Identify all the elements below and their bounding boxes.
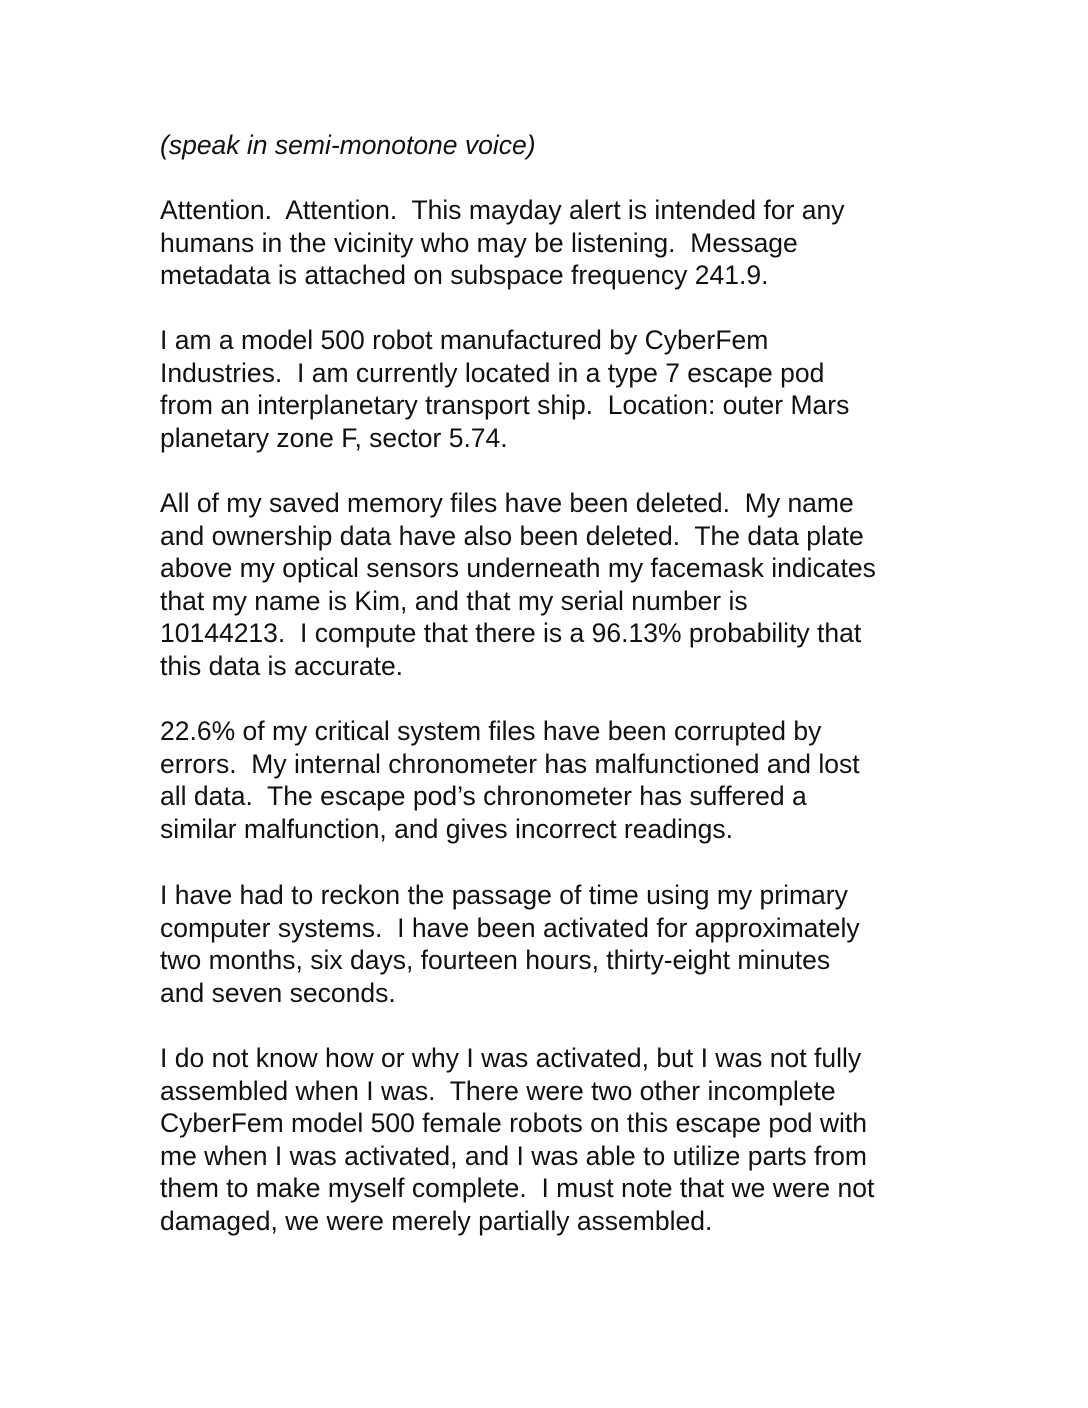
text-line: Attention. Attention. This mayday alert is intended for any xyxy=(160,195,845,225)
text-line: planetary zone F, sector 5.74. xyxy=(160,422,508,453)
text-line: above my optical sensors underneath my facemask indicates xyxy=(160,553,876,584)
text-line: similar malfunction, and gives incorrect readings. xyxy=(160,813,733,844)
text-line: I do not know how or why I was activated, but I was not fully xyxy=(160,1043,862,1073)
paragraph-3 xyxy=(160,487,876,683)
text-line: 22.6% of my critical system files have been corrupted by xyxy=(160,716,822,746)
text-line: I am a model 500 robot manufactured by CyberFem xyxy=(160,325,769,355)
text-line: 10144213. I compute that there is a 96.13% probability that xyxy=(160,618,862,649)
text-line: two months, six days, fourteen hours, thirty-eight minutes xyxy=(160,945,831,976)
paragraph-6 xyxy=(160,1042,874,1238)
text-line: I have had to reckon the passage of time using my primary xyxy=(160,880,848,910)
paragraph-2 xyxy=(160,324,849,454)
stage-direction xyxy=(160,129,536,162)
paragraph-1 xyxy=(160,194,844,292)
text-line: me when I was activated, and I was able to utilize parts from xyxy=(160,1140,867,1171)
text-line: metadata is attached on subspace frequency 241.9. xyxy=(160,260,769,291)
text-line: damaged, we were merely partially assembled. xyxy=(160,1205,713,1236)
text-line: that my name is Kim, and that my serial number is xyxy=(160,585,748,616)
text-line: and ownership data have also been deleted. The data plate xyxy=(160,520,864,551)
paragraph-5 xyxy=(160,879,860,1009)
text-line: this data is accurate. xyxy=(160,650,404,681)
text-line: Industries. I am currently located in a type 7 escape pod xyxy=(160,357,825,388)
text-line: All of my saved memory files have been deleted. My name xyxy=(160,488,854,518)
stage-direction-text: (speak in semi-monotone voice) xyxy=(160,130,536,160)
text-line: all data. The escape pod’s chronometer has suffered a xyxy=(160,781,807,812)
text-line: humans in the vicinity who may be listening. Message xyxy=(160,227,798,258)
paragraph-4 xyxy=(160,715,860,845)
text-line: CyberFem model 500 female robots on this escape pod with xyxy=(160,1108,868,1139)
text-line: errors. My internal chronometer has malfunctioned and lost xyxy=(160,748,860,779)
text-line: computer systems. I have been activated for approximately xyxy=(160,912,860,943)
text-line: assembled when I was. There were two other incomplete xyxy=(160,1075,836,1106)
text-line: from an interplanetary transport ship. Location: outer Mars xyxy=(160,390,850,421)
text-line: and seven seconds. xyxy=(160,977,396,1008)
text-line: them to make myself complete. I must note that we were not xyxy=(160,1173,875,1204)
